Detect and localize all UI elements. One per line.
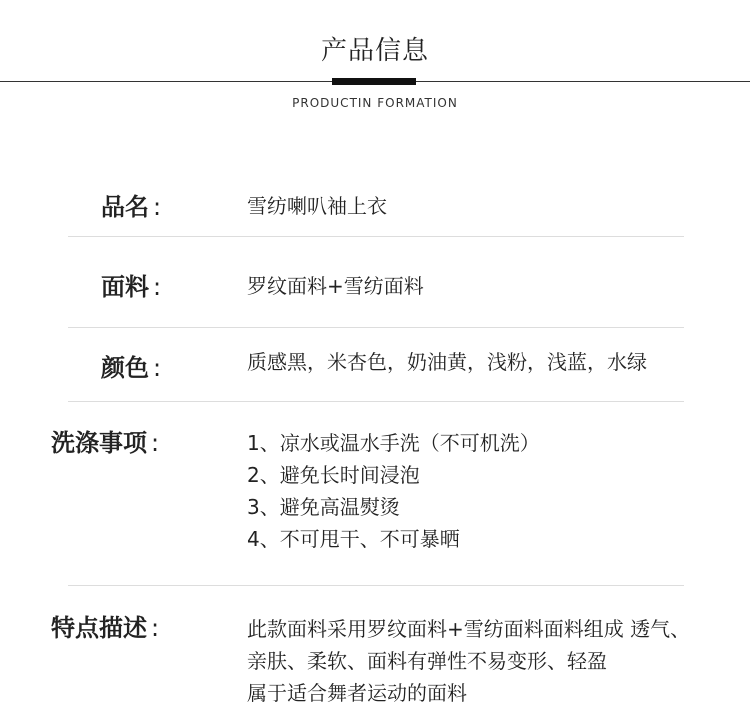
divider [68, 585, 684, 586]
washing-label-colon: : [151, 429, 160, 457]
features-values [247, 613, 690, 709]
washing-label: 洗涤事项 [51, 429, 147, 457]
name-value: 雪纺喇叭袖上衣 [247, 194, 387, 218]
washing-line: 2、避免长时间浸泡 [247, 463, 420, 487]
features-label: 特点描述 [51, 614, 147, 642]
washing-values [247, 427, 540, 555]
fabric-label-group [101, 272, 161, 302]
washing-line: 4、不可甩干、不可暴晒 [247, 527, 460, 551]
features-line: 此款面料采用罗纹面料+雪纺面料面料组成 透气、 [247, 617, 691, 641]
color-value: 质感黑，米杏色，奶油黄，浅粉，浅蓝，水绿 [247, 350, 647, 374]
fabric-label-colon: : [153, 273, 162, 301]
features-line: 属于适合舞者运动的面料 [247, 681, 467, 705]
washing-label-group [51, 428, 159, 458]
color-label-colon: : [153, 354, 162, 382]
features-line: 亲肤、柔软、面料有弹性不易变形、轻盈 [247, 649, 607, 673]
washing-line: 1、凉水或温水手洗（不可机洗） [247, 431, 540, 455]
name-label-group [101, 192, 161, 222]
page-subtitle: PRODUCTIN FORMATION [292, 96, 458, 110]
header-rule-accent [332, 78, 416, 85]
divider [68, 327, 684, 328]
features-label-colon: : [151, 614, 160, 642]
color-label: 颜色 [101, 354, 149, 382]
fabric-label: 面料 [101, 273, 149, 301]
name-label-colon: : [153, 193, 162, 221]
name-label: 品名 [101, 193, 149, 221]
washing-line: 3、避免高温熨烫 [247, 495, 400, 519]
page-title: 产品信息 [320, 36, 429, 66]
fabric-value: 罗纹面料+雪纺面料 [247, 274, 424, 298]
color-label-group [101, 353, 161, 383]
features-label-group [51, 613, 159, 643]
divider [68, 401, 684, 402]
divider [68, 236, 684, 237]
